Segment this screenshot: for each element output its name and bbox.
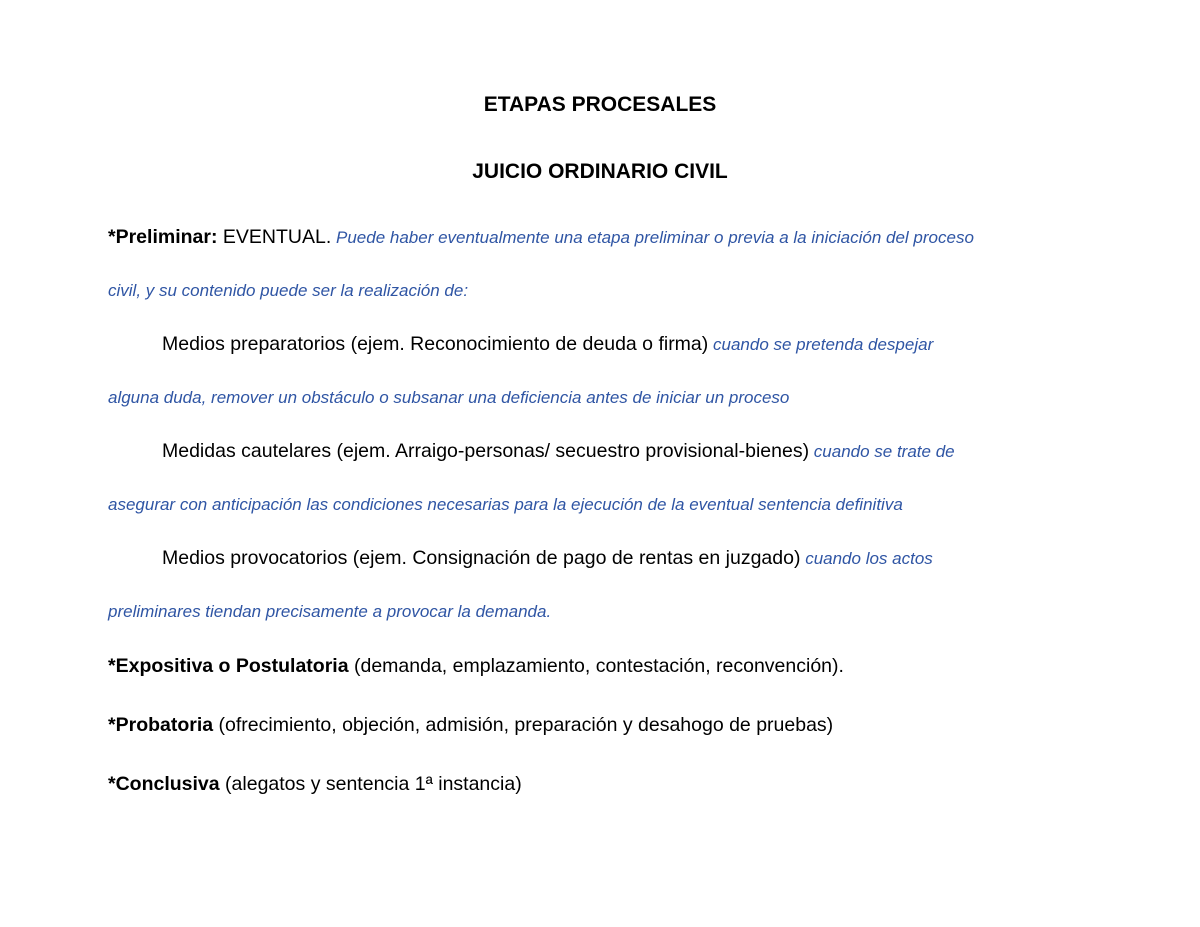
preliminar-label: *Preliminar: — [108, 226, 218, 248]
list-item-note-continuation — [108, 385, 789, 410]
list-item-note-line2: preliminares tiendan precisamente a provocar la demanda. — [108, 602, 552, 621]
list-item-note-line2: asegurar con anticipación las condiciones necesarias para la ejecución de la eventual sentencia definitiva — [108, 495, 903, 514]
list-item-note-continuation — [108, 492, 903, 517]
preliminar-note-line2: civil, y su contenido puede ser la realización de: — [108, 281, 469, 300]
stage-text: (ofrecimiento, objeción, admisión, preparación y desahogo de pruebas) — [213, 714, 834, 736]
stage-label: Probatoria — [115, 714, 214, 736]
stage-label: Expositiva o Postulatoria — [115, 655, 349, 677]
document-title: ETAPAS PROCESALES — [483, 93, 717, 116]
stage-label: Conclusiva — [115, 773, 220, 795]
preliminar-value: EVENTUAL. — [217, 226, 332, 248]
stage-conclusiva — [108, 772, 522, 796]
list-item-note: cuando se trate de — [809, 442, 955, 461]
list-item — [162, 332, 933, 357]
list-item-note: cuando se pretenda despejar — [708, 335, 934, 354]
preliminar-note: Puede haber eventualmente una etapa preliminar o previa a la iniciación del proceso — [331, 228, 974, 247]
list-item — [162, 439, 955, 464]
list-item-text: Medios preparatorios (ejem. Reconocimiento de deuda o firma) — [162, 333, 709, 355]
stage-prefix: * — [108, 655, 116, 677]
stage-expositiva — [108, 654, 844, 678]
preliminar-note-continuation — [108, 278, 468, 303]
preliminar-paragraph — [108, 225, 974, 250]
list-item-note-line2: alguna duda, remover un obstáculo o subsanar una deficiencia antes de iniciar un proceso — [108, 388, 790, 407]
stage-text: (alegatos y sentencia 1ª instancia) — [219, 773, 522, 795]
stage-prefix: * — [108, 714, 116, 736]
stage-text: (demanda, emplazamiento, contestación, reconvención). — [348, 655, 844, 677]
list-item-note-continuation — [108, 599, 551, 624]
list-item-text: Medios provocatorios (ejem. Consignación de pago de rentas en juzgado) — [162, 547, 801, 569]
list-item-note: cuando los actos — [800, 549, 933, 568]
stage-prefix: * — [108, 773, 116, 795]
list-item-text: Medidas cautelares (ejem. Arraigo-personas/ secuestro provisional-bienes) — [162, 440, 810, 462]
list-item — [162, 546, 933, 571]
document-subtitle: JUICIO ORDINARIO CIVIL — [472, 160, 728, 183]
stage-probatoria — [108, 713, 833, 737]
